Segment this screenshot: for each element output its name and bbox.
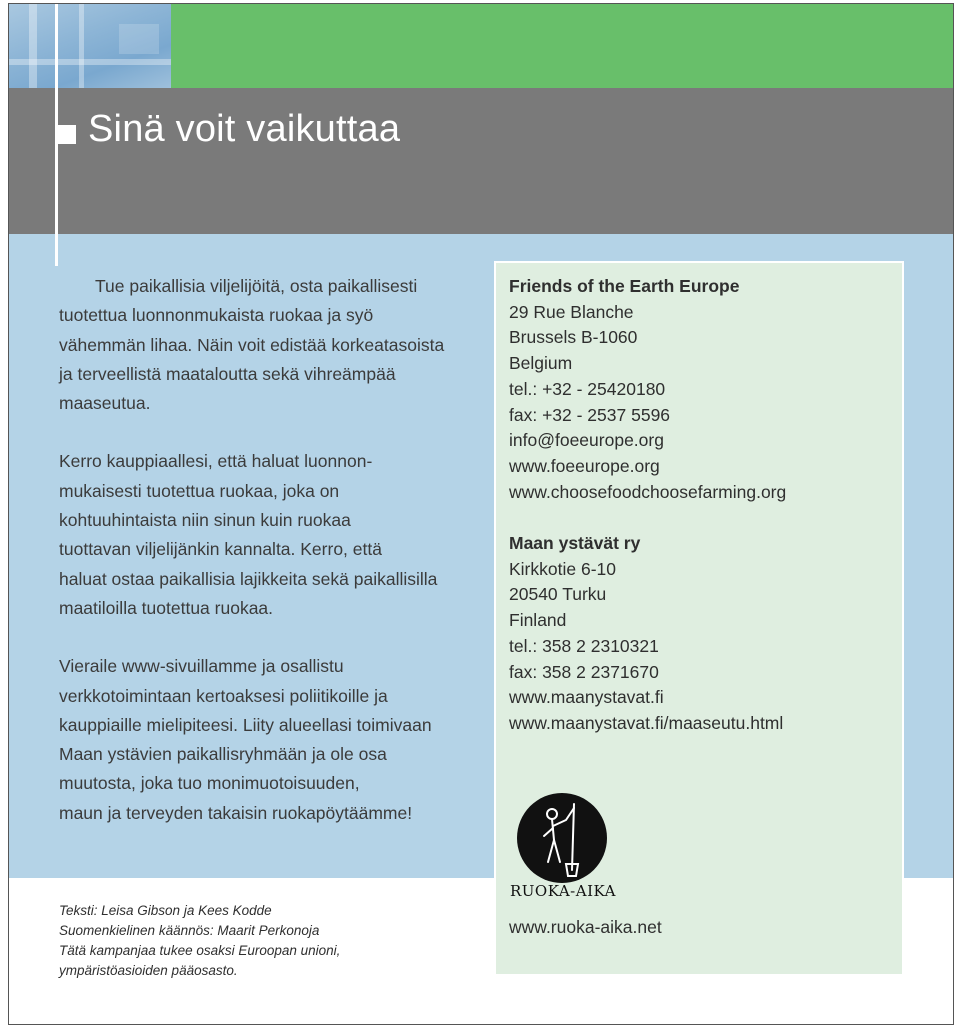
phone: tel.: +32 - 25420180	[509, 378, 666, 399]
credit-line: Teksti: Leisa Gibson ja Kees Kodde	[59, 903, 272, 918]
phone: tel.: 358 2 2310321	[509, 635, 659, 656]
address-line: Brussels B-1060	[509, 327, 638, 348]
address-line: Kirkkotie 6-10	[509, 558, 616, 579]
credit-line: Tätä kampanjaa tukee osaksi Euroopan unioni,	[59, 943, 341, 958]
paragraph-1: Tue paikallisia viljelijöitä, osta paikallisesti tuotettua luonnonmukaista ruokaa ja syö vähemmän lihaa. Näin voit edistää korkeatasoista ja terveellistä maataloutta sekä vihreämpää maaseutua.	[59, 276, 445, 414]
email-link[interactable]: info@foeeurope.org	[509, 430, 664, 451]
address-line: 29 Rue Blanche	[509, 301, 634, 322]
fax: fax: 358 2 2371670	[509, 661, 659, 682]
ruoka-aika-logo-icon	[508, 790, 624, 900]
credits	[59, 901, 469, 981]
header-green-bar	[171, 4, 953, 88]
address-line: 20540 Turku	[509, 584, 607, 605]
contact-maan	[509, 531, 783, 737]
fax: fax: +32 - 2537 5596	[509, 404, 671, 425]
website-link[interactable]: www.foeeurope.org	[509, 455, 660, 476]
org-name: Maan ystävät ry	[509, 533, 641, 553]
header-photo	[9, 4, 171, 88]
website-link[interactable]: www.maanystavat.fi	[509, 687, 664, 708]
footer-website-link[interactable]: www.ruoka-aika.net	[509, 917, 662, 937]
svg-text:RUOKA-AIKA: RUOKA-AIKA	[510, 882, 616, 900]
paragraph-3: Vieraile www-sivuillamme ja osallistu verkkotoimintaan kertoaksesi poliitikoille ja kauppiaille mielipiteesi. Liity alueellasi toimivaan Maan ystävien paikallisryhmään ja ole osa muutosta, joka tuo monimuotoisuuden, maun ja terveyden takaisin ruokapöytäämme!	[59, 656, 432, 823]
contact-foe	[509, 274, 786, 505]
paragraph-2: Kerro kauppiaallesi, että haluat luonnon- mukaisesti tuotettua ruokaa, joka on kohtuuhintaista niin sinun kuin ruokaa tuottavan viljelijänkin kannalta. Kerro, että haluat ostaa paikallisia lajikkeita sekä paikallisilla maatiloilla tuotettua ruokaa.	[59, 451, 438, 618]
org-name: Friends of the Earth Europe	[509, 276, 740, 296]
address-line: Belgium	[509, 353, 573, 374]
title-bullet-icon	[57, 125, 76, 144]
website-link[interactable]: www.choosefoodchoosefarming.org	[509, 481, 787, 502]
credit-line: ympäristöasioiden pääosasto.	[59, 963, 238, 978]
website-link[interactable]: www.maanystavat.fi/maaseutu.html	[509, 712, 784, 733]
address-line: Finland	[509, 610, 567, 631]
page-title: Sinä voit vaikuttaa	[88, 108, 401, 150]
main-text	[59, 272, 479, 857]
credit-line: Suomenkielinen käännös: Maarit Perkonoja	[59, 923, 320, 938]
